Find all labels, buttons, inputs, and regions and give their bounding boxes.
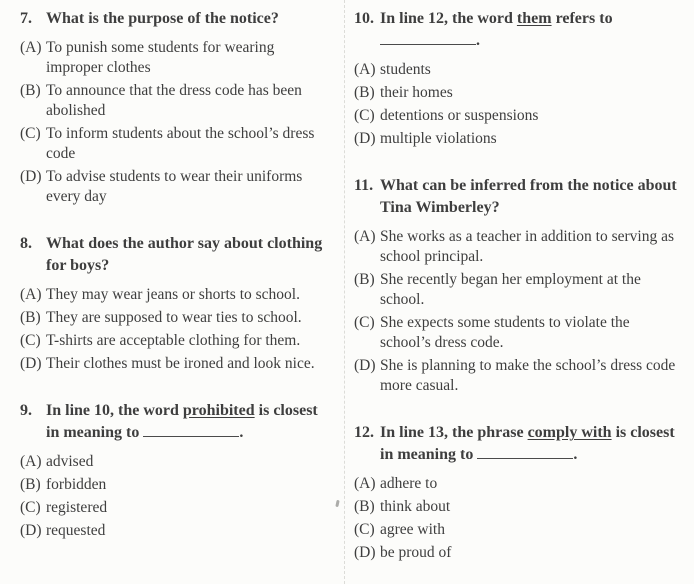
option-text: students <box>380 61 431 79</box>
question <box>20 8 332 207</box>
answer-option <box>354 227 680 267</box>
options-list <box>354 227 680 396</box>
answer-option <box>354 474 680 494</box>
question-prompt <box>46 233 332 277</box>
option-label: (C) <box>20 332 41 349</box>
options-list <box>20 38 332 207</box>
option-label: (C) <box>354 107 375 125</box>
answer-option <box>20 354 332 374</box>
question-prompt <box>380 8 680 52</box>
answer-option <box>354 270 680 310</box>
options-list <box>20 285 332 374</box>
prompt-text: . <box>573 446 578 464</box>
prompt-text: is closest in meaning to <box>46 402 318 442</box>
answer-option <box>20 475 332 495</box>
answer-option <box>20 124 332 164</box>
option-label: (D) <box>20 355 42 372</box>
option-text: She works as a teacher in addition to serving as school principal. <box>380 228 674 266</box>
option-label: (A) <box>20 453 42 471</box>
answer-option <box>354 60 680 80</box>
option-text: multiple violations <box>380 130 497 148</box>
option-text: agree with <box>380 521 445 539</box>
answer-option <box>354 106 680 126</box>
option-label: (D) <box>354 130 376 148</box>
option-text: advised <box>46 453 94 471</box>
answer-option <box>354 497 680 517</box>
option-label: (B) <box>354 498 375 516</box>
option-text: She is planning to make the school’s dress code more casual. <box>380 357 676 395</box>
prompt-text: is closest in meaning to <box>380 424 675 464</box>
option-label: (C) <box>20 499 41 517</box>
option-label: (C) <box>20 125 41 142</box>
answer-option <box>20 308 332 328</box>
answer-option <box>354 313 680 353</box>
option-text: They are supposed to wear ties to school. <box>46 309 302 326</box>
option-label: (C) <box>354 521 375 539</box>
option-text: Their clothes must be ironed and look nice. <box>46 355 315 372</box>
options-list <box>354 474 680 563</box>
option-text: To announce that the dress code has been abolished <box>46 82 302 119</box>
question-number: 11. <box>354 177 374 195</box>
option-label: (B) <box>20 82 41 99</box>
option-label: (A) <box>20 39 42 56</box>
question-prompt <box>380 422 680 466</box>
prompt-text: refers to <box>551 10 613 27</box>
prompt-text: In line 12, the word <box>380 10 517 27</box>
question-prompt <box>46 400 332 444</box>
option-text: To advise students to wear their uniforms every day <box>46 168 303 205</box>
option-text: be proud of <box>380 544 452 562</box>
answer-option <box>20 331 332 351</box>
question <box>20 400 332 541</box>
option-text: They may wear jeans or shorts to school. <box>46 286 300 303</box>
answer-option <box>354 356 680 396</box>
question-number: 7. <box>20 10 32 27</box>
question-number: 9. <box>20 402 32 419</box>
question-head <box>354 422 680 466</box>
option-label: (A) <box>354 475 376 493</box>
underlined-term: them <box>516 10 552 27</box>
questions-column-left <box>20 8 332 584</box>
options-list <box>354 60 680 149</box>
answer-option <box>354 543 680 563</box>
option-text: To punish some students for wearing improper clothes <box>46 39 275 76</box>
option-text: requested <box>46 522 106 540</box>
answer-option <box>20 81 332 121</box>
answer-option <box>354 83 680 103</box>
answer-option <box>354 520 680 540</box>
option-label: (D) <box>354 357 376 375</box>
question-number: 10. <box>354 10 374 27</box>
prompt-text: What can be inferred from the notice about Tina Wimberley? <box>380 177 677 217</box>
answer-blank <box>380 30 476 45</box>
option-label: (B) <box>20 476 41 494</box>
question-head <box>20 8 332 30</box>
option-label: (B) <box>20 309 41 326</box>
answer-option <box>20 285 332 305</box>
answer-option <box>20 38 332 78</box>
option-label: (C) <box>354 314 375 332</box>
answer-blank <box>143 422 239 437</box>
column-divider <box>344 0 345 584</box>
option-label: (A) <box>20 286 42 303</box>
option-text: think about <box>380 498 451 516</box>
question-head <box>20 400 332 444</box>
question-prompt <box>46 8 332 30</box>
prompt-text: In line 10, the word <box>46 402 183 419</box>
answer-option <box>20 521 332 541</box>
option-text: detentions or suspensions <box>380 107 539 125</box>
option-text: She expects some students to violate the school’s dress code. <box>380 314 630 352</box>
option-label: (D) <box>20 522 42 540</box>
question <box>354 8 680 149</box>
question-head <box>354 8 680 52</box>
option-label: (B) <box>354 84 375 102</box>
option-label: (A) <box>354 61 376 79</box>
prompt-text: . <box>239 424 244 442</box>
underlined-term: prohibited <box>182 402 255 419</box>
question <box>354 175 680 396</box>
option-text: To inform students about the school’s dress code <box>46 125 315 162</box>
answer-option <box>20 167 332 207</box>
questions-column-right <box>354 8 680 584</box>
option-text: registered <box>46 499 108 517</box>
option-text: their homes <box>380 84 453 102</box>
answer-blank <box>477 444 573 459</box>
prompt-text: In line 13, the phrase <box>380 424 528 442</box>
question-head <box>354 175 680 219</box>
question-number: 8. <box>20 235 32 252</box>
prompt-text: . <box>476 32 480 50</box>
question <box>354 422 680 563</box>
answer-option <box>354 129 680 149</box>
question-number: 12. <box>354 424 374 442</box>
prompt-text: What does the author say about clothing for boys? <box>46 235 323 274</box>
option-text: She recently began her employment at the school. <box>380 271 641 309</box>
underlined-term: comply with <box>527 424 612 442</box>
option-label: (D) <box>20 168 42 185</box>
option-label: (A) <box>354 228 376 246</box>
options-list <box>20 452 332 541</box>
option-label: (D) <box>354 544 376 562</box>
answer-option <box>20 452 332 472</box>
option-text: adhere to <box>380 475 438 493</box>
option-text: T-shirts are acceptable clothing for them. <box>46 332 301 349</box>
option-label: (B) <box>354 271 375 289</box>
question-prompt <box>380 175 680 219</box>
question-head <box>20 233 332 277</box>
question <box>20 233 332 374</box>
answer-option <box>20 498 332 518</box>
option-text: forbidden <box>46 476 107 494</box>
prompt-text: What is the purpose of the notice? <box>46 10 279 27</box>
